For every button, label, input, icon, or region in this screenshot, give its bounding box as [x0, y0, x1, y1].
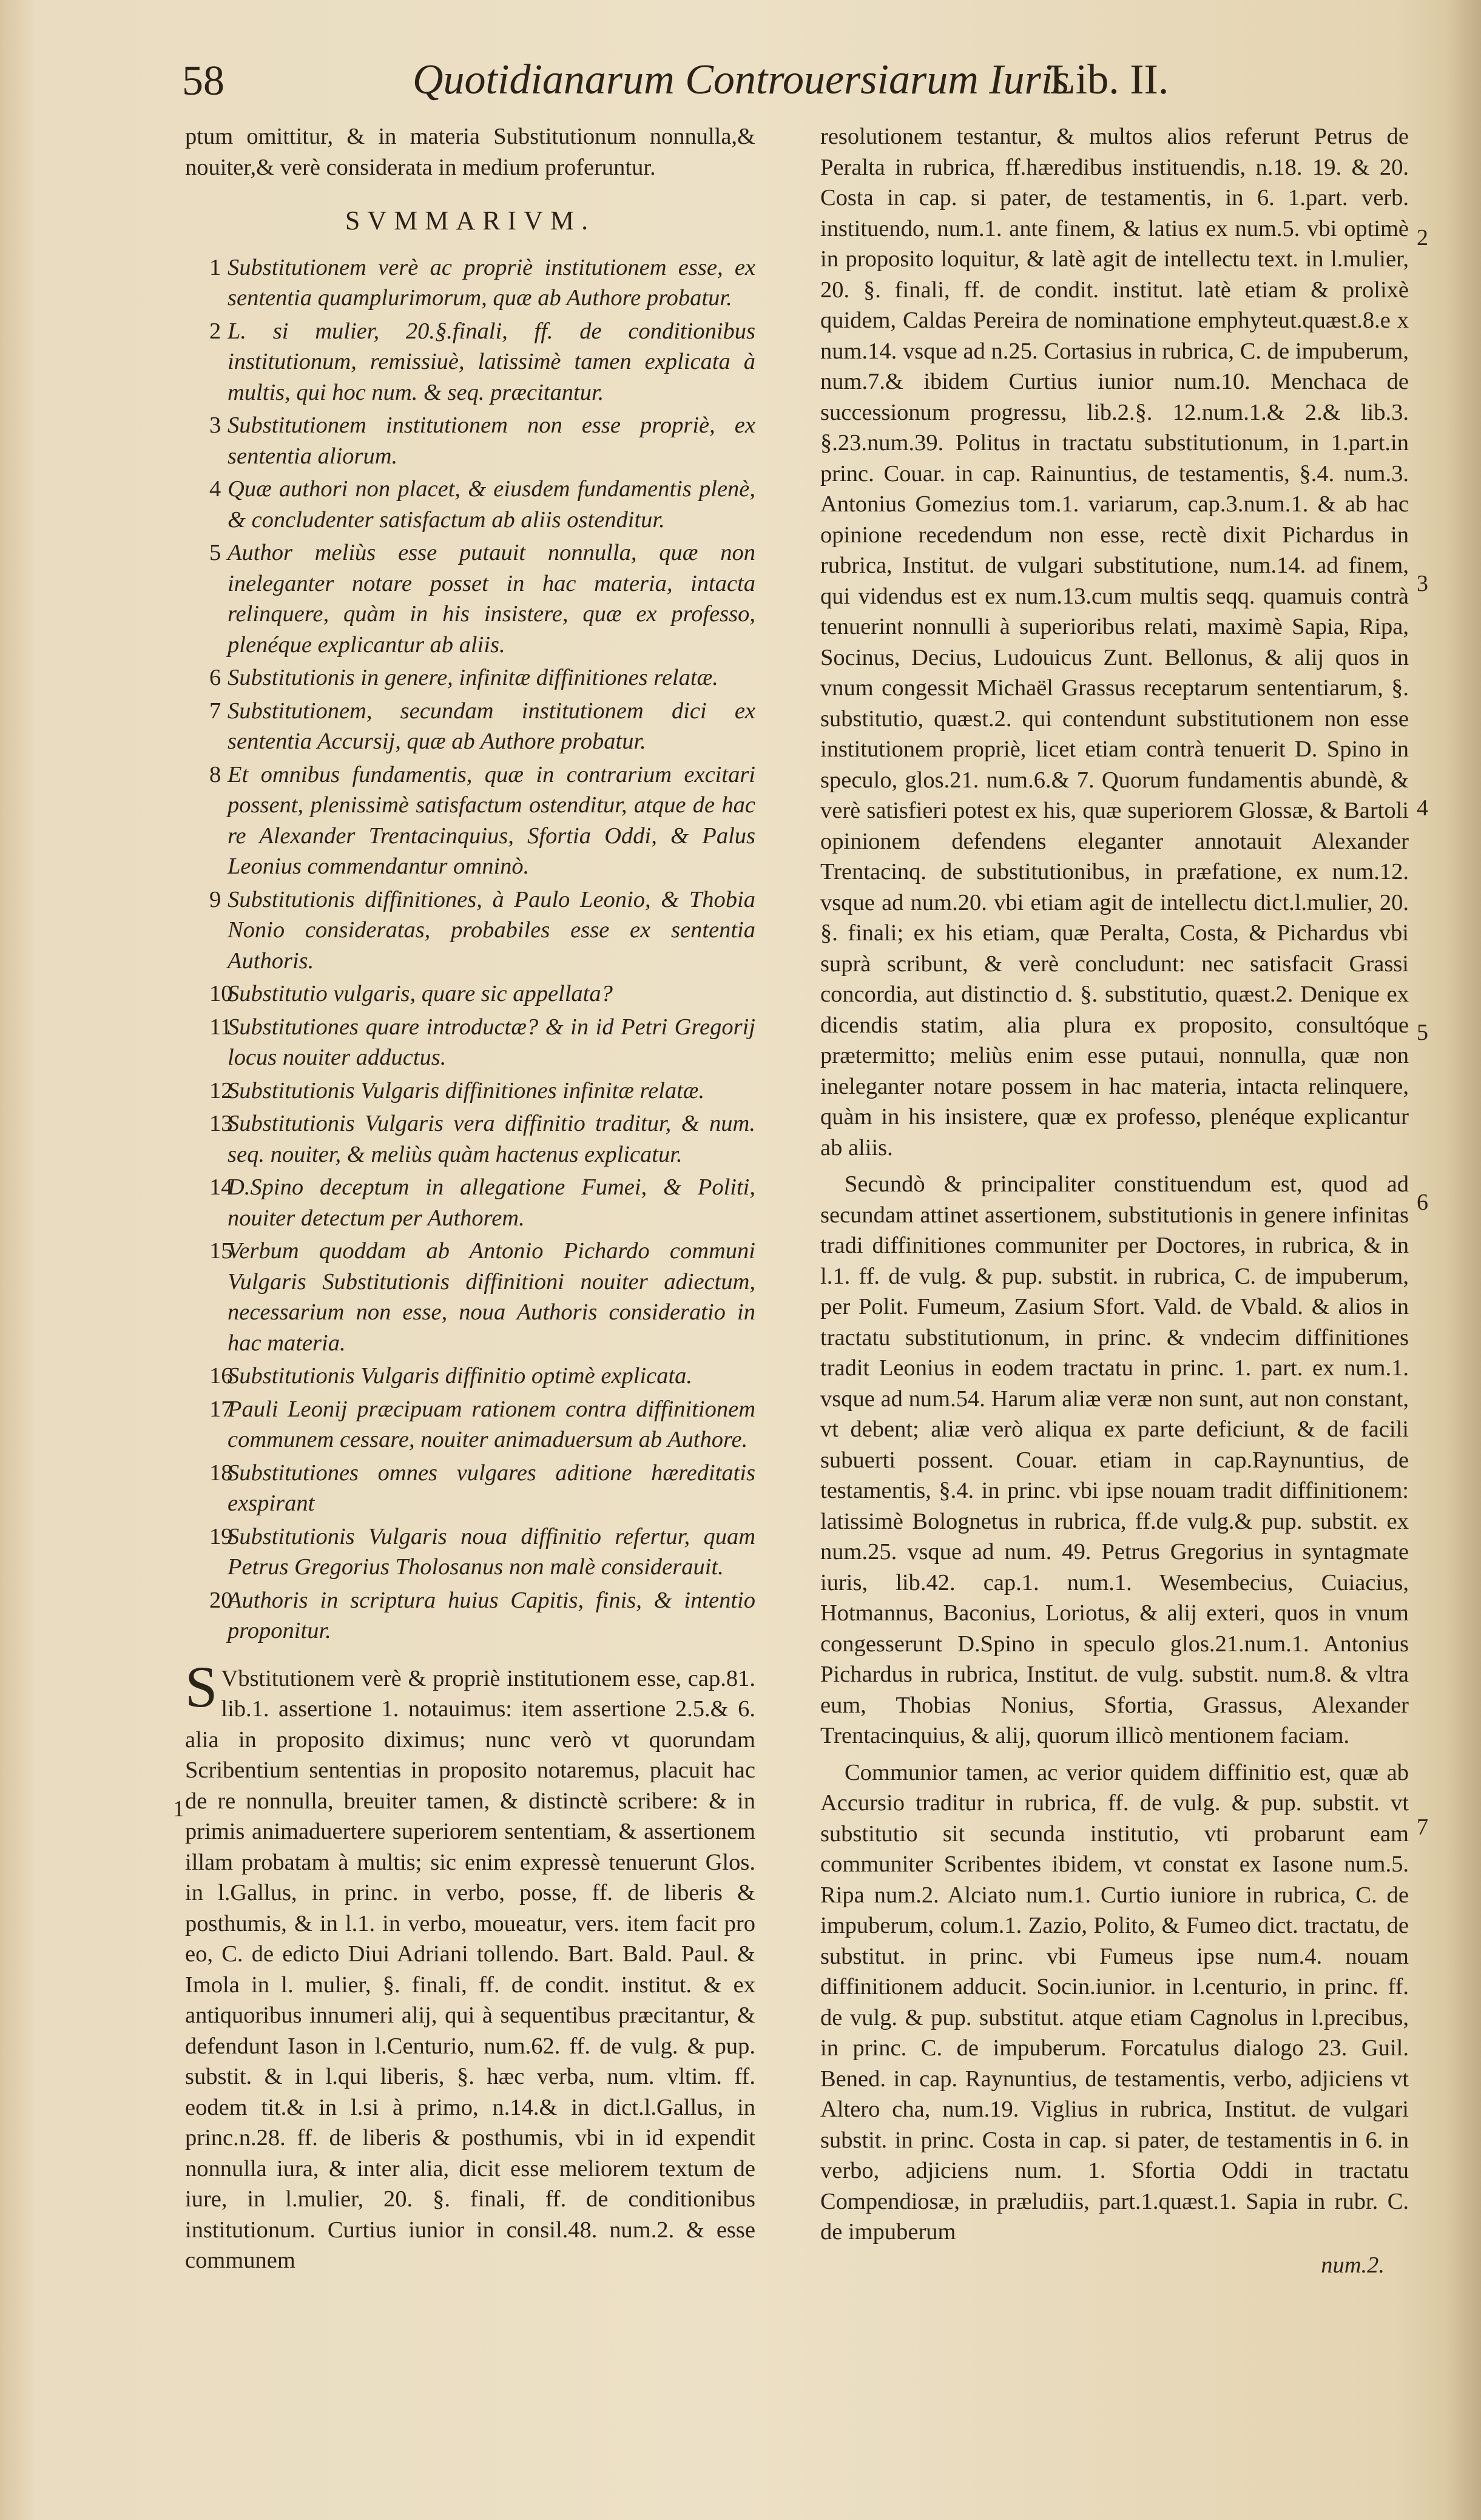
summary-item: [185, 1585, 755, 1646]
summary-item: [185, 537, 755, 660]
summary-item-text: Substitutionis Vulgaris diffinitiones infinitæ relatæ.: [228, 1077, 705, 1103]
body-paragraph-left: [185, 1654, 755, 2276]
summary-item: [185, 1458, 755, 1519]
page-header: [182, 44, 1347, 110]
summary-item-text: Substitutionis Vulgaris diffinitio optimè explicata.: [228, 1363, 693, 1389]
summary-item-text: Substitutionis Vulgaris noua diffinitio refertur, quam Petrus Gregorius Tholosanus non malè considerauit.: [228, 1523, 755, 1580]
summary-item: [185, 1394, 755, 1455]
summary-item-text: Et omnibus fundamentis, quæ in contrarium excitari possent, plenissimè satisfactum ostenditur, atque de hac re Alexander Trentacinquius, Sfortia Oddi, & Palus Leonius commendantur omninò.: [228, 761, 755, 879]
summary-item: [185, 1361, 755, 1392]
summary-item-text: Substitutionem, secundam institutionem dici ex sententia Accursij, quæ ab Authore probatur.: [228, 698, 755, 754]
right-column: [820, 121, 1409, 2280]
summary-item: [185, 1076, 755, 1107]
summary-item-text: Quæ authori non placet, & eiusdem fundamentis plenè, & concludenter satisfactum ab aliis ostenditur.: [228, 476, 755, 533]
intro-text: ptum omittitur, & in materia Substitutionum nonnulla,& nouiter,& verè considerata in medium proferuntur.: [185, 124, 755, 180]
summary-title: SVMMARIVM.: [345, 206, 596, 235]
summary-item-text: Authoris in scriptura huius Capitis, finis, & intentio proponitur.: [228, 1587, 755, 1643]
margin-number: 1: [173, 1796, 184, 1822]
summary-item-number: 13: [209, 1111, 233, 1136]
summary-item-number: 17: [209, 1396, 233, 1422]
page-number: 58: [182, 58, 224, 104]
running-title: Quotidianarum Controuersiarum Iuris: [413, 56, 1070, 103]
summary-item: [185, 884, 755, 977]
summary-item-number: 14: [209, 1174, 233, 1200]
body-text-left: Vbstitutionem verè & propriè institutionem esse, cap.81. lib.1. assertione 1. notauimus: item assertione 2.5.& 6. alia in proposito diximus; nunc verò vt quorundam Scribentium sententias in proposito notaremus, placuit hac de re nonnulla, breuiter tamen, & distinctè scribere: & in primis animaduertere superiorem sententiam, & assertionem illam probatam à multis; sic enim expressè tenuerunt Glos. in l.Gallus, in princ. in verbo, posse, ff. de liberis & posthumis, & in l.1. in verbo, moueatur, vers. item facit pro eo, C. de edicto Diui Adriani tollendo. Bart. Bald. Paul. & Imola in l. mulier, §. finali, ff. de condit. institut. & ex antiquoribus innumeri alij, qui à sequentibus præcitantur, & defendunt Iason in l.Centurio, num.62. ff. de vulg. & pup. substit. & in l.qui liberis, §. hæc verba, num. vltim. ff. eodem tit.& in l.si à primo, n.14.& in dict.l.Gallus, in princ.n.28. ff. de liberis & posthumis, vbi in id expendit nonnulla iura, & inter alia, dicit esse meliorem textum de iure, in l.mulier, 20. §. finali, ff. de conditionibus institutionum. Curtius iunior in consil.48. num.2. & esse communem: [185, 1665, 755, 2273]
summary-item-number: 4: [209, 476, 221, 502]
right-paragraph-1: resolutionem testantur, & multos alios referunt Petrus de Peralta in rubrica, ff.hæredibus instituendis, n.18. 19. & 20. Costa in cap. si pater, de testamentis, in 6. 1.part. verb. instituendo, num.1. ante finem, & latius ex num.5. vbi optimè in proposito loquitur, & latè agit de intellectu text. in l.mulier, 20. §. finali, ff. de condit. institut. latè etiam & prolixè quidem, Caldas Pereira de nominatione emphyteut.quæst.8.e x num.14. vsque ad n.25. Cortasius in rubrica, C. de impuberum, num.7.& ibidem Curtius iunior num.10. Menchaca de successionum progressu, lib.2.§. 12.num.1.& 2.& lib.3. §.23.num.39. Politus in tractatu substitutionum, in 1.part.in princ. Couar. in cap. Rainuntius, de testamentis, §.4. num.3. Antonius Gomezius tom.1. variarum, cap.3.num.1. & ab hac opinione recedendum non esse, rectè dixit Pichardus in rubrica, Institut. de vulgari substitutione, num.14. ad finem, qui videndus est ex num.13.cum multis seqq. quamuis contrà tenuerint nonnulli à superioribus relati, maximè Sapia, Ripa, Socinus, Decius, Ludouicus Zunt. Bellonus, & alij quos in vnum congessit Michaël Grassus receptarum sententiarum, §. substitutio, quæst.2. qui contendunt substitutionem non esse institutionem propriè, licet etiam contrà tenuerit D. Spino in speculo, glos.21. num.6.& 7. Quorum fundamentis abundè, & verè satisfieri potest ex his, quæ superiorem Glossæ, & Bartoli opinionem defendens eleganter annotauit Alexander Trentacinq. de substitutionibus, in præfatione, ex num.12. vsque ad num.20. vbi etiam agit de intellectu dict.l.mulier, 20. §. finali; ex his etiam, quæ Peralta, Costa, & Pichardus vbi suprà scribunt, & verè concludunt: nec satisfacit Grassi concordia, aut distinctio d. §. substitutio, quæst.2. Denique ex dicendis statim, alia plura ex proposito, consultóque prætermitto; meliùs enim esse putaui, nonnulla, quæ non ineleganter notare possem in hac materia, intacta relinquere, quàm in his insistere, quæ ex professo, plenéque explicantur ab aliis.: [820, 124, 1409, 1161]
summary-item: [185, 979, 755, 1009]
summary-item-text: Substitutionis in genere, infinitæ diffinitiones relatæ.: [228, 665, 718, 690]
summary-item-number: 11: [209, 1014, 232, 1040]
drop-cap: S: [185, 1654, 218, 1719]
summary-item-number: 6: [209, 665, 221, 690]
summary-item-number: 12: [209, 1077, 233, 1103]
summary-item-text: Author meliùs esse putauit nonnulla, quæ non ineleganter notare posset in hac materia, intacta relinquere, quàm in his insistere, quæ ex professo, plenéque explicantur ab aliis.: [228, 540, 755, 658]
summary-item-number: 3: [209, 413, 221, 438]
summary-item-text: Substitutionis Vulgaris vera diffinitio traditur, & num. seq. nouiter, & meliùs quàm hactenus explicatur.: [228, 1111, 755, 1167]
summary-item-text: Verbum quoddam ab Antonio Pichardo communi Vulgaris Substitutionis diffinitioni nouiter adiectum, necessarium non esse, noua Authoris consideratio in hac materia.: [228, 1238, 755, 1356]
summary-item-text: Substitutiones quare introductæ? & in id Petri Gregorij locus nouiter adductus.: [228, 1014, 755, 1070]
summary-item-text: D.Spino deceptum in allegatione Fumei, & Politi, nouiter detectum per Authorem.: [228, 1174, 755, 1231]
summary-item-text: Substitutio vulgaris, quare sic appellata?: [228, 981, 613, 1006]
summary-item-number: 10: [209, 981, 233, 1006]
summary-item-number: 7: [209, 698, 221, 724]
catchword: num.2.: [1321, 2252, 1385, 2278]
summary-item: [185, 252, 755, 314]
right-paragraph-2: Secundò & principaliter constituendum est, quod ad secundam attinet assertionem, substitutionis in genere infinitas tradi diffinitiones communiter per Doctores, in rubrica, & in l.1. ff. de vulg. & pup. substit. in rubrica, C. de impuberum, per Polit. Fumeum, Zasium Sfort. Vald. de Vbald. & alios in tractatu substitutionum, in princ. & vndecim diffinitiones tradit Leonius in eodem tractatu in princ. 1. part. ex num.1. vsque ad num.54. Harum aliæ veræ non sunt, aut non constant, vt debent; aliæ verò aliqua ex parte deficiunt, & de facili subuerti possent. Couar. etiam in cap.Raynuntius, de testamentis, §.4. in princ. vbi ipse nouam tradit diffinitionem: latissimè Bolognetus in rubrica, ff.de vulg.& pup. substit. ex num.25. vsque ad num. 49. Petrus Gregorius in syntagmate iuris, lib.42. cap.1. num.1. Wesembecius, Cuiacius, Hotmannus, Baconius, Loriotus, & alij exteri, quos in vnum congesserunt D.Spino in speculo glos.21.num.1. Antonius Pichardus in rubrica, Institut. de vulg. substit. num.8. & vltra eum, Thobias Nonius, Sfortia, Grassus, Alexander Trentacinquius, & alij, quorum illicò mentionem faciam.: [820, 1171, 1409, 1748]
right-paragraph-3: Communior tamen, ac verior quidem diffinitio est, quæ ab Accursio traditur in rubrica, ff. de vulg. & pup. substit. vt substitutio sit secunda institutio, vti probarunt eam communiter Scribentes ibidem, vt constat ex Iasone num.5. Ripa num.2. Alciato num.1. Curtio iuniore in rubrica, C. de impuberum, colum.1. Zazio, Polito, & Fumeo dict. tractatu, de substitut. in princ. vbi Fumeus ipse num.4. nouam diffinitionem adducit. Socin.iunior. in l.centurio, in princ. ff. de vulg. & pup. substitut. atque etiam Cagnolus in l.precibus, in princ. C. de impuberum. Forcatulus dialogo 23. Guil. Bened. in cap. Raynuntius, de testamentis, verbo, adjiciens vt Altero cha, num.19. Viglius in rubrica, Institut. de vulgari substit. in princ. Costa in cap. si pater, de testamentis in 6. in verbo, adjiciens num. 1. Sfortia Oddi in tractatu Compendiosæ, in præludiis, part.1.quæst.1. Sapia in rubr. C. de impuberum: [820, 1759, 1409, 2245]
summary-item-number: 16: [209, 1363, 233, 1389]
summary-item: [185, 474, 755, 535]
summary-item-text: Pauli Leonij præcipuam rationem contra diffinitionem communem cessare, nouiter animaduersum ab Authore.: [228, 1396, 755, 1452]
summary-item-number: 5: [209, 540, 221, 565]
summary-item: [185, 1172, 755, 1233]
summary-item-number: 9: [209, 886, 221, 912]
summary-item: [185, 1012, 755, 1073]
page-edge-shadow: [1445, 0, 1481, 2520]
summary-item: [185, 662, 755, 693]
margin-number: 6: [1417, 1190, 1428, 1215]
summary-list: [185, 252, 755, 1646]
summary-item: [185, 696, 755, 757]
summary-item-text: Substitutionis diffinitiones, à Paulo Leonio, & Thobia Nonio consideratas, probabiles esse ex sententia Authoris.: [228, 886, 755, 974]
summary-item: [185, 760, 755, 882]
summary-item-number: 1: [209, 254, 221, 280]
summary-item-text: L. si mulier, 20.§.finali, ff. de conditionibus institutionum, remissiuè, latissimè tamen explicata à multis, qui hoc num. & seq. præcitantur.: [228, 318, 755, 405]
margin-number: 3: [1417, 571, 1428, 596]
book-label: Lib. II.: [1050, 56, 1169, 103]
summary-item-number: 8: [209, 761, 221, 787]
left-column: [185, 121, 755, 2276]
summary-item: [185, 316, 755, 408]
summary-item: [185, 1108, 755, 1170]
summary-item-number: 15: [209, 1238, 233, 1264]
summary-item-text: Substitutionem verè ac propriè institutionem esse, ex sententia quamplurimorum, quæ ab Authore probatur.: [228, 254, 755, 311]
margin-number: 2: [1417, 225, 1428, 251]
margin-number: 4: [1417, 795, 1428, 821]
summary-item-number: 20: [209, 1587, 233, 1613]
summary-item-number: 2: [209, 318, 221, 344]
summary-item: [185, 1521, 755, 1583]
summary-item-number: 18: [209, 1460, 233, 1486]
margin-number: 5: [1417, 1020, 1428, 1045]
summary-item: [185, 1236, 755, 1358]
summary-item-text: Substitutionem institutionem non esse propriè, ex sententia aliorum.: [228, 413, 755, 469]
summary-item-text: Substitutiones omnes vulgares aditione hæreditatis exspirant: [228, 1460, 755, 1516]
summary-item: [185, 410, 755, 471]
summary-item-number: 19: [209, 1523, 233, 1549]
margin-number: 7: [1417, 1814, 1428, 1840]
